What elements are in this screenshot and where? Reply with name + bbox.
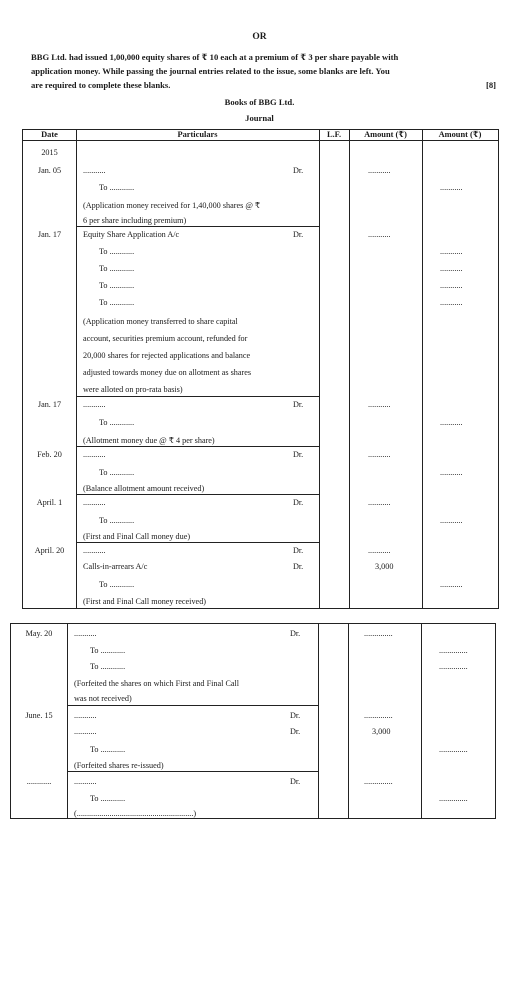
blank-amount: ........... [440,418,463,427]
narration: (Balance allotment amount received) [83,484,205,493]
narration: (Application money received for 1,40,000 shares @ ₹ [83,201,261,210]
blank-to: To ............ [99,468,135,477]
col-amount-dr: Amount (₹) [364,130,407,139]
col-date: Date [41,130,58,139]
narration: (Allotment money due @ ₹ 4 per share) [83,436,215,445]
blank-account: ........... [83,450,106,459]
amount-value: 3,000 [375,562,394,571]
blank-to: To ............ [99,298,135,307]
narration: was not received) [74,694,132,703]
col-particulars: Particulars [177,130,218,139]
blank-to: To ............ [99,183,135,192]
blank-amount: ........... [440,264,463,273]
entry-date: May. 20 [25,629,53,638]
narration: (.........................................................) [74,809,197,818]
blank-amount: ........... [440,298,463,307]
blank-account: ........... [83,498,106,507]
narration: (First and Final Call money due) [83,532,191,541]
blank-to: To ............ [99,281,135,290]
blank-amount: .............. [364,711,393,720]
entry-date: April. 1 [36,498,63,507]
blank-to: To ............ [90,662,126,671]
blank-amount: .............. [364,777,393,786]
blank-account: ........... [83,166,106,175]
blank-amount: ........... [368,400,391,409]
narration: 6 per share including premium) [83,216,187,225]
books-title: Books of BBG Ltd. [224,97,295,107]
or-heading: OR [252,32,267,42]
dr-label: Dr. [293,498,304,507]
blank-amount: .............. [439,646,468,655]
blank-account: ........... [74,629,97,638]
blank-amount: .............. [439,794,468,803]
journal-table-1 [22,129,499,609]
col-amount-cr: Amount (₹) [438,130,482,139]
blank-to: To ............ [90,646,126,655]
col-lf: L.F. [326,130,342,139]
dr-label: Dr. [293,546,304,555]
blank-amount: .............. [364,629,393,638]
blank-amount: ........... [440,468,463,477]
blank-account: ........... [83,546,106,555]
narration: (Forfeited the shares on which First and Final Call [74,679,240,688]
question-text [31,50,496,92]
narration: were alloted on pro-rata basis) [83,385,183,394]
blank-to: To ............ [90,794,126,803]
blank-amount: ........... [368,450,391,459]
blank-amount: ........... [440,247,463,256]
dr-label: Dr. [293,450,304,459]
blank-amount: ........... [440,183,463,192]
narration: (Application money transferred to share capital [83,317,238,326]
blank-to: To ............ [90,745,126,754]
blank-account: ........... [74,727,97,736]
entry-date: Jan. 17 [37,400,62,409]
year: 2015 [41,148,58,157]
dr-label: Dr. [290,629,301,638]
blank-amount: .............. [439,745,468,754]
blank-amount: .............. [439,662,468,671]
narration: (First and Final Call money received) [83,597,207,606]
blank-amount: ........... [368,546,391,555]
entry-date: Jan. 17 [37,230,62,239]
blank-amount: ........... [368,166,391,175]
blank-amount: ........... [368,230,391,239]
blank-account: ........... [74,777,97,786]
entry-date: ............ [26,777,52,786]
narration: account, securities premium account, refunded for [83,334,248,343]
dr-label: Dr. [293,230,304,239]
journal-title: Journal [245,113,274,123]
dr-label: Dr. [290,777,301,786]
blank-to: To ............ [99,247,135,256]
blank-amount: ........... [440,516,463,525]
question-line: application money. While passing the journal entries related to the issue, some blanks are left. You [31,66,390,76]
blank-to: To ............ [99,580,135,589]
entry-date: Jan. 05 [37,166,62,175]
journal-table-2 [10,623,496,819]
question-line: BBG Ltd. had issued 1,00,000 equity shares of ₹ 10 each at a premium of ₹ 3 per share payable with [31,52,399,62]
entry-date: April. 20 [34,546,65,555]
narration: adjusted towards money due on allotment as shares [83,368,252,377]
blank-to: To ............ [99,516,135,525]
dr-label: Dr. [290,727,301,736]
blank-to: To ............ [99,264,135,273]
question-line: are required to complete these blanks. [8] [31,80,496,90]
dr-label: Dr. [293,562,304,571]
entry-date: June. 15 [25,711,53,720]
blank-account: ........... [83,400,106,409]
narration: 20,000 shares for rejected applications and balance [83,351,251,360]
blank-account: ........... [74,711,97,720]
dr-label: Dr. [293,400,304,409]
dr-label: Dr. [293,166,304,175]
blank-amount: ........... [368,498,391,507]
blank-amount: ........... [440,580,463,589]
blank-amount: ........... [440,281,463,290]
amount-value: 3,000 [372,727,391,736]
account-name: Calls-in-arrears A/c [83,562,148,571]
dr-label: Dr. [290,711,301,720]
blank-to: To ............ [99,418,135,427]
marks: [8] [485,80,496,90]
narration: (Forfeited shares re-issued) [74,761,164,770]
account-name: Equity Share Application A/c [83,230,180,239]
entry-date: Feb. 20 [37,450,62,459]
